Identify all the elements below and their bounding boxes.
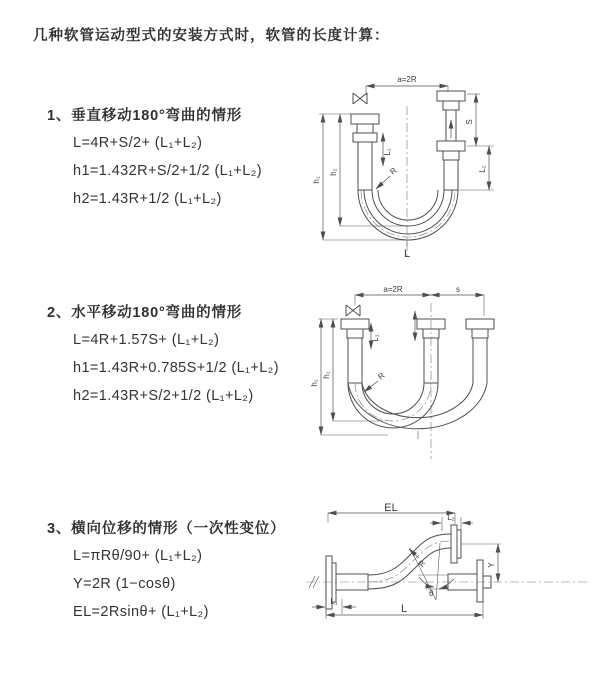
formula-el: EL=2Rsinθ+ (L₁+L₂) bbox=[73, 604, 209, 620]
formula-h1: h1=1.43R+0.785S+1/2 (L₁+L₂) bbox=[73, 360, 279, 376]
right-hose-fitting bbox=[466, 319, 494, 383]
diagram-lateral-displacement bbox=[298, 503, 598, 645]
dim-s-label: s bbox=[456, 285, 460, 294]
section-lateral-displacement bbox=[47, 517, 285, 632]
dim-h1-label: h₁ bbox=[312, 176, 321, 184]
length-label: L bbox=[403, 248, 411, 260]
diagram-vertical-180-bend bbox=[308, 68, 598, 262]
radius-label: R bbox=[388, 165, 399, 177]
left-hose-fitting bbox=[341, 319, 369, 383]
section-3-heading: 3、横向位移的情形（一次性变位） bbox=[47, 521, 286, 537]
dim-l2-label: L₂ bbox=[478, 165, 487, 173]
dim-h1-label: h₁ bbox=[310, 379, 319, 387]
dim-l1-label: L₁ bbox=[383, 148, 392, 156]
valve-icon bbox=[346, 305, 360, 316]
dim-a2r-label: a=2R bbox=[383, 285, 403, 294]
page-title: 几种软管运动型式的安装方式时，软管的长度计算： bbox=[33, 28, 390, 44]
diagram-horizontal-180-bend bbox=[308, 283, 598, 468]
formula-h2: h2=1.43R+1/2 (L₁+L₂) bbox=[73, 191, 222, 207]
displaced-flange-fitting bbox=[451, 525, 461, 563]
right-hose-fitting bbox=[437, 91, 465, 190]
formula-y: Y=2R (1−cosθ) bbox=[73, 576, 176, 592]
formula-length: L=4R+S/2+ (L₁+L₂) bbox=[73, 135, 203, 151]
angle-theta-label: θ bbox=[429, 589, 434, 598]
angle-construction bbox=[410, 543, 454, 600]
u-bend-hoses bbox=[348, 383, 487, 429]
dim-s-label: S bbox=[465, 119, 474, 125]
section-vertical-180 bbox=[47, 104, 262, 219]
dim-h2-label: h₂ bbox=[329, 168, 338, 176]
formula-h2: h2=1.43R+S/2+1/2 (L₁+L₂) bbox=[73, 388, 254, 404]
dim-l1-label: L₁ bbox=[371, 334, 380, 342]
dim-el-label: EL bbox=[384, 503, 398, 514]
length-label: L bbox=[400, 603, 408, 615]
section-horizontal-180 bbox=[47, 301, 279, 416]
dim-a2r-label: a=2R bbox=[397, 75, 417, 84]
formula-h1: h1=1.432R+S/2+1/2 (L₁+L₂) bbox=[73, 163, 263, 179]
radius-label: R bbox=[376, 370, 387, 382]
left-hose-fitting bbox=[351, 114, 379, 190]
right-flange-fitting bbox=[448, 560, 491, 602]
u-bend-hose bbox=[358, 190, 458, 240]
dim-l2-label: L₂ bbox=[447, 513, 455, 522]
valve-icon bbox=[353, 93, 367, 104]
section-2-heading: 2、水平移动180°弯曲的情形 bbox=[47, 305, 243, 321]
dim-y-label: Y bbox=[487, 562, 496, 568]
radius-label: R bbox=[416, 558, 428, 569]
dim-h2-label: h₂ bbox=[322, 371, 331, 379]
formula-length: L=πRθ/90+ (L₁+L₂) bbox=[73, 548, 203, 564]
formula-length: L=4R+1.57S+ (L₁+L₂) bbox=[73, 332, 220, 348]
dim-l1-label: L₁ bbox=[330, 597, 338, 606]
section-1-heading: 1、垂直移动180°弯曲的情形 bbox=[47, 108, 243, 124]
